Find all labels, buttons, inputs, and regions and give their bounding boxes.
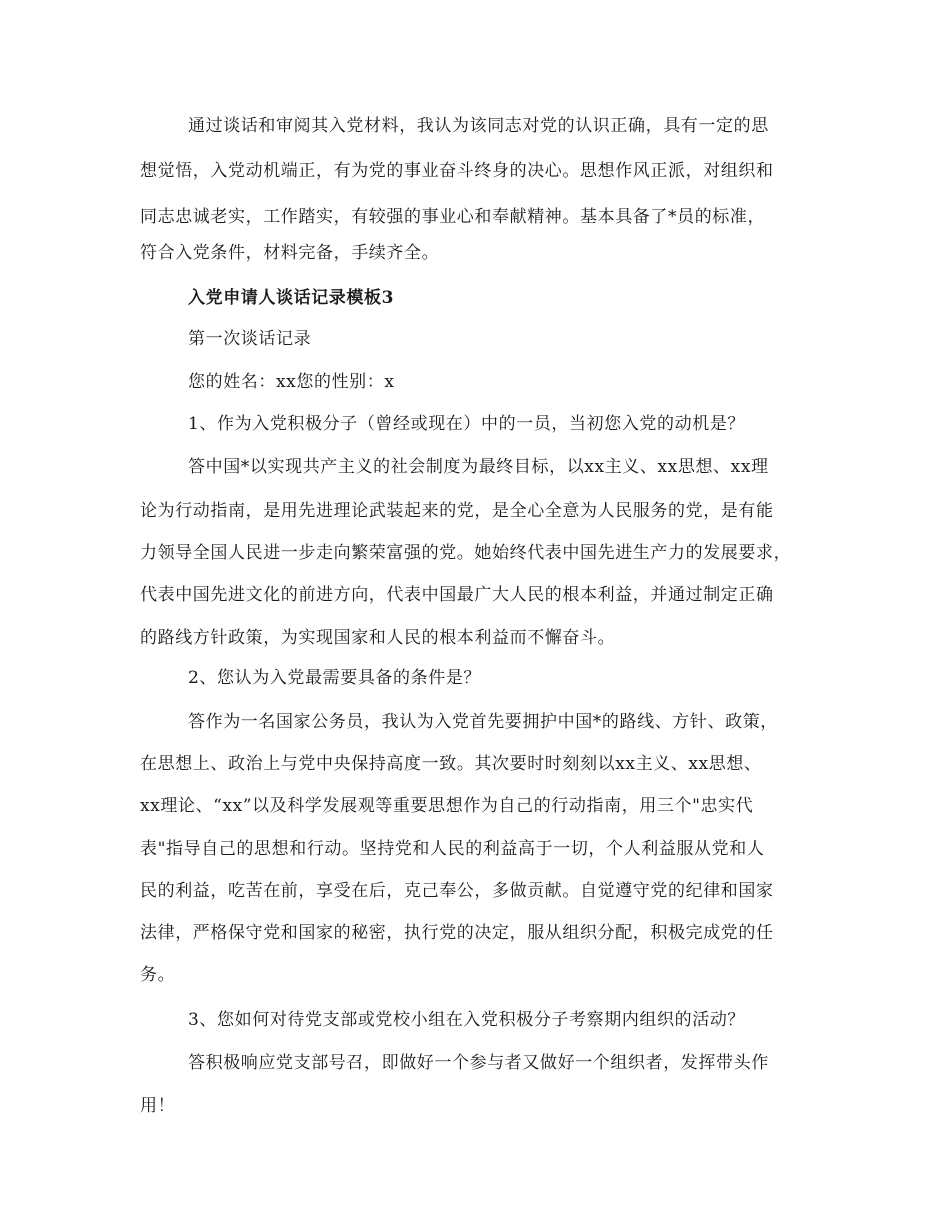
section-heading: 入党申请人谈话记录模板3: [188, 288, 395, 308]
answer-line: 在思想上、政治上与党中央保持高度一致。其次要时时刻刻以xx主义、xx思想、: [140, 754, 762, 774]
question-1: 1、作为入党积极分子（曾经或现在）中的一员，当初您入党的动机是？: [188, 414, 746, 434]
answer-line: 代表中国先进文化的前进方向，代表中国最广大人民的根本利益，并通过制定正确: [140, 585, 774, 605]
paragraph-line: 想觉悟，入党动机端正，有为党的事业奋斗终身的决心。思想作风正派，对组织和: [140, 161, 774, 181]
answer-line: 法律，严格保守党和国家的秘密，执行党的决定，服从组织分配，积极完成党的任: [140, 923, 774, 943]
name-gender-line: 您的姓名：xx您的性别：x: [188, 372, 395, 392]
paragraph-line: 通过谈话和审阅其入党材料，我认为该同志对党的认识正确，具有一定的思: [188, 116, 769, 136]
answer-line: 答中国*以实现共产主义的社会制度为最终目标，以xx主义、xx思想、xx理: [188, 457, 769, 477]
answer-line: 的路线方针政策，为实现国家和人民的根本利益而不懈奋斗。: [140, 628, 616, 648]
answer-line: 表"指导自己的思想和行动。坚持党和人民的利益高于一切，个人利益服从党和人: [140, 839, 765, 859]
answer-line: xx理论、“xx”以及科学发展观等重要思想作为自己的行动指南，用三个"忠实代: [140, 796, 754, 816]
paragraph-line: 符合入党条件，材料完备，手续齐全。: [140, 243, 440, 263]
answer-line: 用！: [140, 1096, 176, 1116]
question-3: 3、您如何对待党支部或党校小组在入党积极分子考察期内组织的活动？: [188, 1010, 746, 1030]
answer-line: 答作为一名国家公务员，我认为入党首先要拥护中国*的路线、方针、政策，: [188, 712, 778, 732]
answer-line: 民的利益，吃苦在前，享受在后，克己奉公，多做贡献。自觉遵守党的纪律和国家: [140, 881, 774, 901]
answer-line: 务。: [140, 965, 176, 985]
question-2: 2、您认为入党最需要具备的条件是？: [188, 668, 482, 688]
subheading: 第一次谈话记录: [188, 329, 312, 349]
answer-line: 论为行动指南，是用先进理论武装起来的党，是全心全意为人民服务的党，是有能: [140, 501, 774, 521]
answer-line: 答积极响应党支部号召，即做好一个参与者又做好一个组织者，发挥带头作: [188, 1053, 769, 1073]
answer-line: 力领导全国人民进一步走向繁荣富强的党。她始终代表中国先进生产力的发展要求，: [140, 543, 792, 563]
paragraph-line: 同志忠诚老实，工作踏实，有较强的事业心和奉献精神。基本具备了*员的标准，: [140, 207, 766, 227]
